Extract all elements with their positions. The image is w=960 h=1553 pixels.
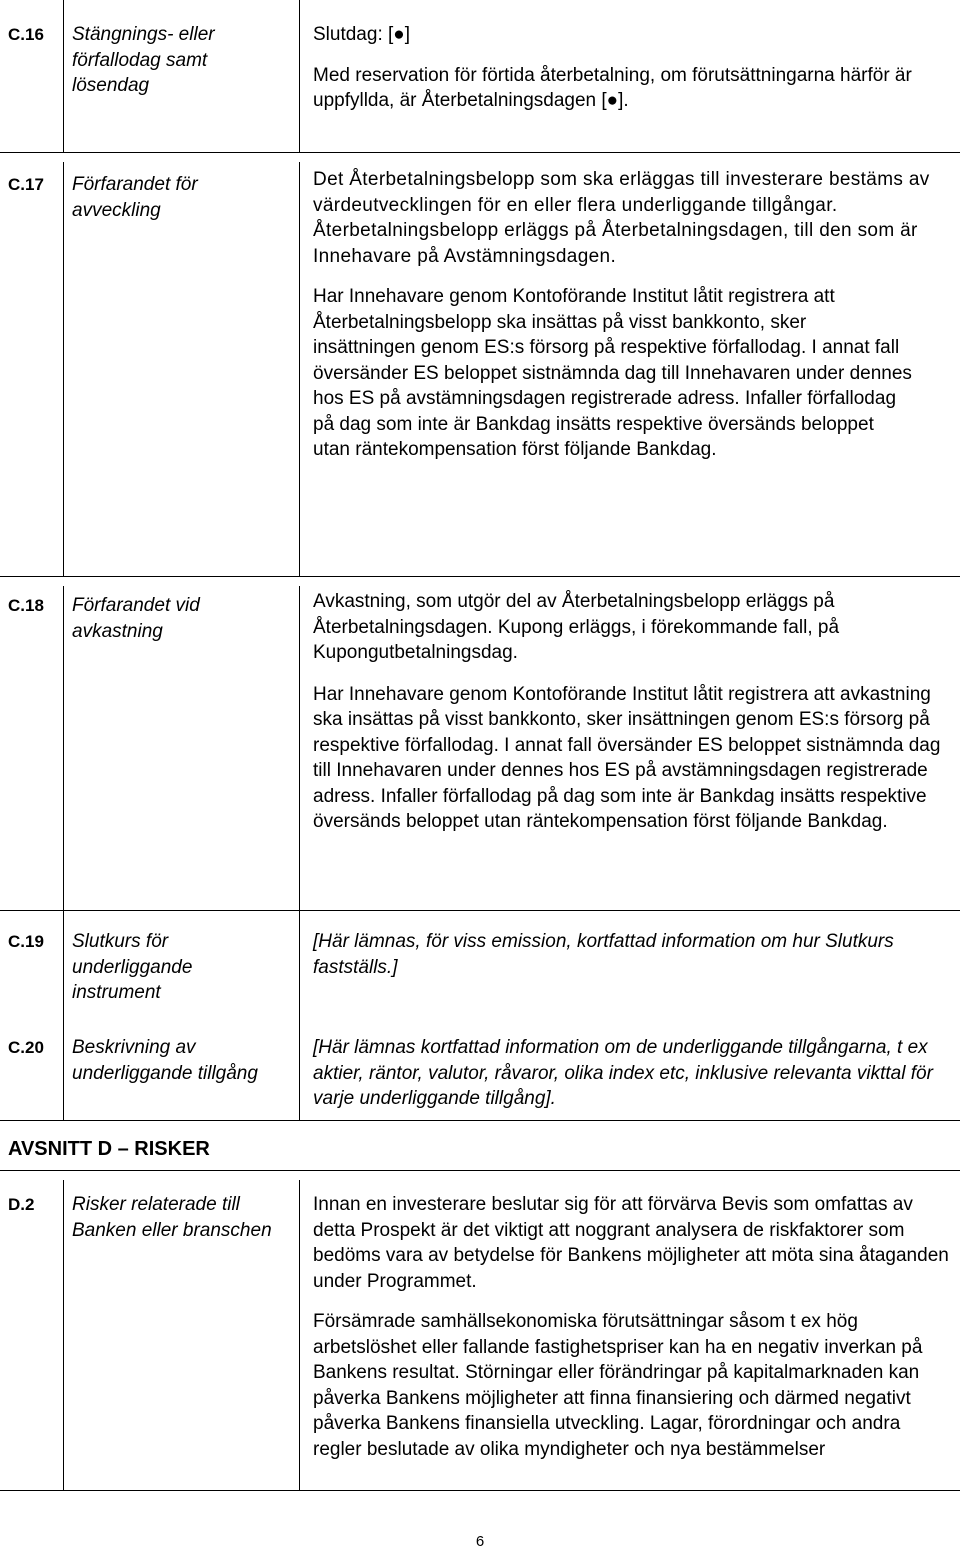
- row-id: D.2: [8, 1195, 35, 1214]
- page-number: 6: [475, 1533, 485, 1550]
- column-divider: [63, 162, 64, 576]
- row-content: [313, 167, 953, 463]
- row-id: C.19: [8, 932, 44, 951]
- row-label: Beskrivning av underliggande tillgång: [72, 1037, 258, 1084]
- column-divider: [63, 0, 64, 152]
- row-content: [313, 1192, 953, 1462]
- row-content: [313, 589, 953, 835]
- paragraph: Avkastning, som utgör del av Återbetalningsbelopp erläggs på Återbetalningsdagen. Kupong erläggs, i förekommande fall, på Kupongutbetalningsdag.: [313, 591, 840, 663]
- paragraph: Med reservation för förtida återbetalning, om förutsättningarna härför är uppfyllda, är Återbetalningsdagen [●].: [313, 64, 912, 111]
- paragraph: Har Innehavare genom Kontoförande Institut låtit registrera att Återbetalningsbelopp ska insättas på visst bankkonto, sker insättningen genom ES:s försorg på respektive förfallodag. I annat fall översänder ES beloppet sistnämnda dag till Innehavaren under dennes hos ES på avstämningsdagen registrerade adress. Infaller förfallodag på dag som inte är Bankdag insätts respektive översänds beloppet utan räntekompensation först följande Bankdag.: [313, 286, 912, 460]
- row-divider: [0, 910, 960, 911]
- row-divider: [0, 1120, 960, 1121]
- paragraph: Har Innehavare genom Kontoförande Institut låtit registrera att avkastning ska insättas på visst bankkonto, sker insättningen genom ES:s försorg på respektive förfallodag. I annat fall översänder ES beloppet sistnämnda dag till Innehavaren under dennes hos ES på avstämningsdagen registrerade adress. Infaller förfallodag på dag som inte är Bankdag insätts respektive översänds beloppet utan räntekompensation först följande Bankdag.: [313, 683, 941, 832]
- row-id: C.18: [8, 596, 44, 615]
- column-divider: [299, 586, 300, 1120]
- row-label: Stängnings- eller förfallodag samt lösendag: [72, 24, 215, 96]
- column-divider: [299, 0, 300, 152]
- row-divider: [0, 152, 960, 153]
- row-label: Förfarandet vid avkastning: [72, 595, 200, 642]
- row-content: [Här lämnas kortfattad information om de underliggande tillgångarna, t ex aktier, räntor, valutor, råvaror, olika index etc, inklusive relevanta vikttal för varje underliggande tillgång].: [313, 1037, 933, 1109]
- column-divider: [299, 162, 300, 576]
- row-id: C.16: [8, 25, 44, 44]
- paragraph: Det Återbetalningsbelopp som ska erläggas till investerare bestäms av värdeutvecklingen för en eller flera underliggande tillgångar. Återbetalningsbelopp erläggs på Återbetalningsdagen, till den som är Innehavare på Avstämningsdagen.: [313, 169, 930, 267]
- column-divider: [63, 586, 64, 1120]
- row-label: Förfarandet för avveckling: [72, 174, 198, 221]
- row-label: Risker relaterade till Banken eller branschen: [72, 1194, 272, 1241]
- row-content: [Här lämnas, för viss emission, kortfattad information om hur Slutkurs fastställs.]: [313, 931, 894, 978]
- row-divider: [0, 1490, 960, 1491]
- row-label: Slutkurs för underliggande instrument: [72, 931, 193, 1003]
- paragraph: Försämrade samhällsekonomiska förutsättningar såsom t ex hög arbetslöshet eller fallande fastighetspriser kan ha en negativ inverkan på Bankens resultat. Störningar eller förändringar på kapitalmarknaden kan påverka Bankens möjligheter att finna finansiering och därmed negativt påverka Bankens finansiella utveckling. Lagar, förordningar och andra regler beslutade av olika myndigheter och nya bestämmelser: [313, 1311, 923, 1460]
- column-divider: [299, 1180, 300, 1490]
- row-divider: [0, 1170, 960, 1171]
- section-heading: AVSNITT D – RISKER: [8, 1138, 210, 1160]
- column-divider: [63, 1180, 64, 1490]
- row-id: C.17: [8, 175, 44, 194]
- row-id: C.20: [8, 1038, 44, 1057]
- row-content: [313, 22, 953, 114]
- paragraph: Slutdag: [●]: [313, 24, 411, 45]
- paragraph: Innan en investerare beslutar sig för att förvärva Bevis som omfattas av detta Prospekt är det viktigt att noggrant analysera de riskfaktorer som bedöms vara av betydelse för Bankens möjligheter att möta sina åtaganden under Programmet.: [313, 1194, 949, 1292]
- row-divider: [0, 576, 960, 577]
